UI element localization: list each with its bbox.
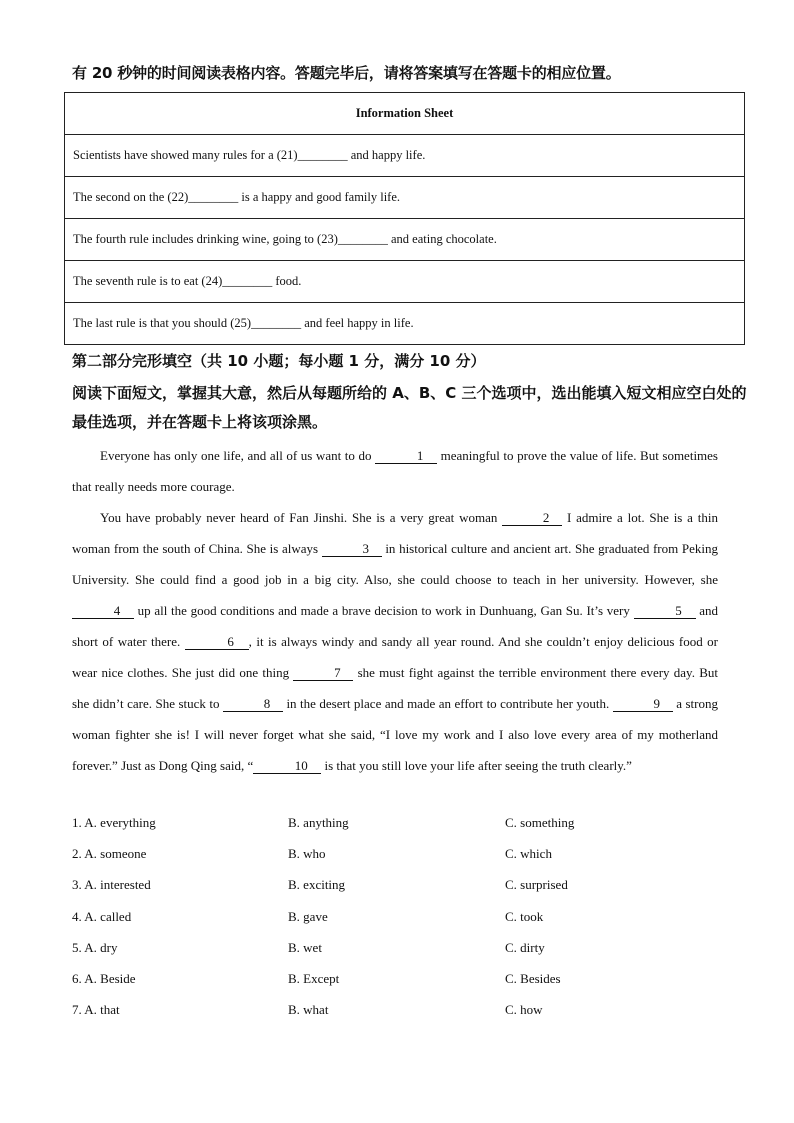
- row-text-before: Scientists have showed many rules for a (21): [73, 148, 298, 162]
- listening-instruction: 有 20 秒钟的时间阅读表格内容。答题完毕后，请将答案填写在答题卡的相应位置。: [72, 64, 621, 82]
- table-row: [65, 135, 745, 177]
- option-b[interactable]: B. exciting: [288, 877, 346, 893]
- row-text-after: food.: [272, 274, 302, 288]
- row-text-after: and eating chocolate.: [387, 232, 497, 246]
- table-cell: [65, 219, 745, 261]
- cloze-blank[interactable]: 7: [293, 666, 353, 681]
- cloze-blank[interactable]: 10: [253, 759, 321, 774]
- row-text-after: and feel happy in life.: [301, 316, 414, 330]
- cloze-blank[interactable]: 9: [613, 697, 673, 712]
- information-sheet-table: [64, 92, 745, 345]
- passage-text: meaningful to prove the value of life. But sometimes that really needs more courage.: [72, 448, 718, 494]
- row-text-after: is a happy and good family life.: [238, 190, 401, 204]
- table-header-row: [65, 93, 745, 135]
- option-c[interactable]: C. surprised: [505, 877, 568, 893]
- option-c[interactable]: C. Besides: [505, 970, 561, 986]
- table-cell: [65, 135, 745, 177]
- table-row: [65, 261, 745, 303]
- question-options-row: [72, 940, 722, 971]
- passage-paragraph: [72, 440, 718, 502]
- passage-text: Everyone has only one life, and all of us want to do: [100, 448, 376, 463]
- question-options-row: [72, 815, 722, 846]
- option-c[interactable]: C. dirty: [505, 939, 545, 955]
- answer-blank[interactable]: ________: [251, 316, 302, 330]
- answer-blank[interactable]: ________: [222, 274, 273, 288]
- cloze-blank[interactable]: 5: [634, 604, 696, 619]
- question-options-row: [72, 846, 722, 877]
- passage-text: and short of water there.: [72, 603, 718, 649]
- passage-text: she must fight against the terrible environment there every day. But she didn’t care. She stuck to: [72, 665, 718, 711]
- cloze-blank[interactable]: 2: [502, 511, 562, 526]
- passage-text: in historical culture and ancient art. She graduated from Peking University. She could find a good job in a big city. Also, she could choose to teach in her university. However, she: [72, 541, 718, 587]
- question-options-row: [72, 877, 722, 908]
- answer-blank[interactable]: ________: [297, 148, 348, 162]
- answer-blank[interactable]: ________: [337, 232, 388, 246]
- option-c[interactable]: C. took: [505, 908, 544, 924]
- passage-text: I admire a lot. She is a thin woman from the south of China. She is always: [72, 510, 718, 556]
- cloze-passage: [72, 440, 718, 781]
- cloze-blank[interactable]: 8: [223, 697, 283, 712]
- option-a[interactable]: 7. A. that: [72, 1002, 120, 1018]
- option-a[interactable]: 3. A. interested: [72, 877, 151, 893]
- option-b[interactable]: B. wet: [288, 939, 322, 955]
- option-b[interactable]: B. what: [288, 1002, 329, 1018]
- option-a[interactable]: 4. A. called: [72, 908, 132, 924]
- section-title: 第二部分完形填空（共 10 小题；每小题 1 分，满分 10 分）: [72, 352, 486, 370]
- option-c[interactable]: C. something: [505, 815, 575, 830]
- question-options-row: [72, 971, 722, 1002]
- option-b[interactable]: B. who: [288, 846, 326, 862]
- row-text-before: The fourth rule includes drinking wine, going to (23): [73, 232, 338, 246]
- passage-text: a strong woman fighter she is! I will never forget what she said, “I love my work and I also love every area of my motherland forever.” Just as Dong Qing said, “: [72, 696, 718, 773]
- option-a[interactable]: 6. A. Beside: [72, 970, 136, 986]
- row-text-before: The second on the (22): [73, 190, 189, 204]
- cloze-blank[interactable]: 4: [72, 604, 134, 619]
- question-options-row: [72, 909, 722, 940]
- option-b[interactable]: B. Except: [288, 970, 340, 986]
- option-b[interactable]: B. gave: [288, 908, 328, 924]
- cloze-blank[interactable]: 1: [375, 449, 437, 464]
- table-cell: [65, 261, 745, 303]
- option-a[interactable]: 2. A. someone: [72, 846, 147, 862]
- option-b[interactable]: B. anything: [288, 815, 349, 830]
- answer-blank[interactable]: ________: [188, 190, 239, 204]
- section-instruction: 阅读下面短文，掌握其大意，然后从每题所给的 A、B、C 三个选项中，选出能填入短文相应空白处的最佳选项，并在答题卡上将该项涂黑。: [72, 384, 747, 431]
- table-row: [65, 219, 745, 261]
- passage-text: up all the good conditions and made a brave decision to work in Dunhuang, Gan Su. It’s very: [134, 603, 634, 618]
- cloze-blank[interactable]: 6: [185, 635, 249, 650]
- passage-paragraph: [72, 502, 718, 781]
- question-options-row: [72, 1002, 722, 1033]
- answer-options: [72, 815, 722, 1033]
- cloze-blank[interactable]: 3: [322, 542, 382, 557]
- option-a[interactable]: 1. A. everything: [72, 815, 156, 830]
- table-cell: [65, 177, 745, 219]
- passage-text: is that you still love your life after seeing the truth clearly.”: [321, 758, 632, 773]
- option-c[interactable]: C. how: [505, 1002, 543, 1018]
- table-title: Information Sheet: [65, 93, 745, 135]
- table-cell: [65, 303, 745, 345]
- row-text-before: The seventh rule is to eat (24): [73, 274, 223, 288]
- row-text-before: The last rule is that you should (25): [73, 316, 252, 330]
- option-c[interactable]: C. which: [505, 846, 552, 862]
- passage-text: You have probably never heard of Fan Jinshi. She is a very great woman: [100, 510, 503, 525]
- passage-text: in the desert place and made an effort to contribute her youth.: [282, 696, 613, 711]
- table-row: [65, 177, 745, 219]
- option-a[interactable]: 5. A. dry: [72, 939, 118, 955]
- passage-text: , it is always windy and sandy all year round. And she couldn’t enjoy delicious food or wear nice clothes. She just did one thing: [72, 634, 718, 680]
- table-row: [65, 303, 745, 345]
- row-text-after: and happy life.: [347, 148, 426, 162]
